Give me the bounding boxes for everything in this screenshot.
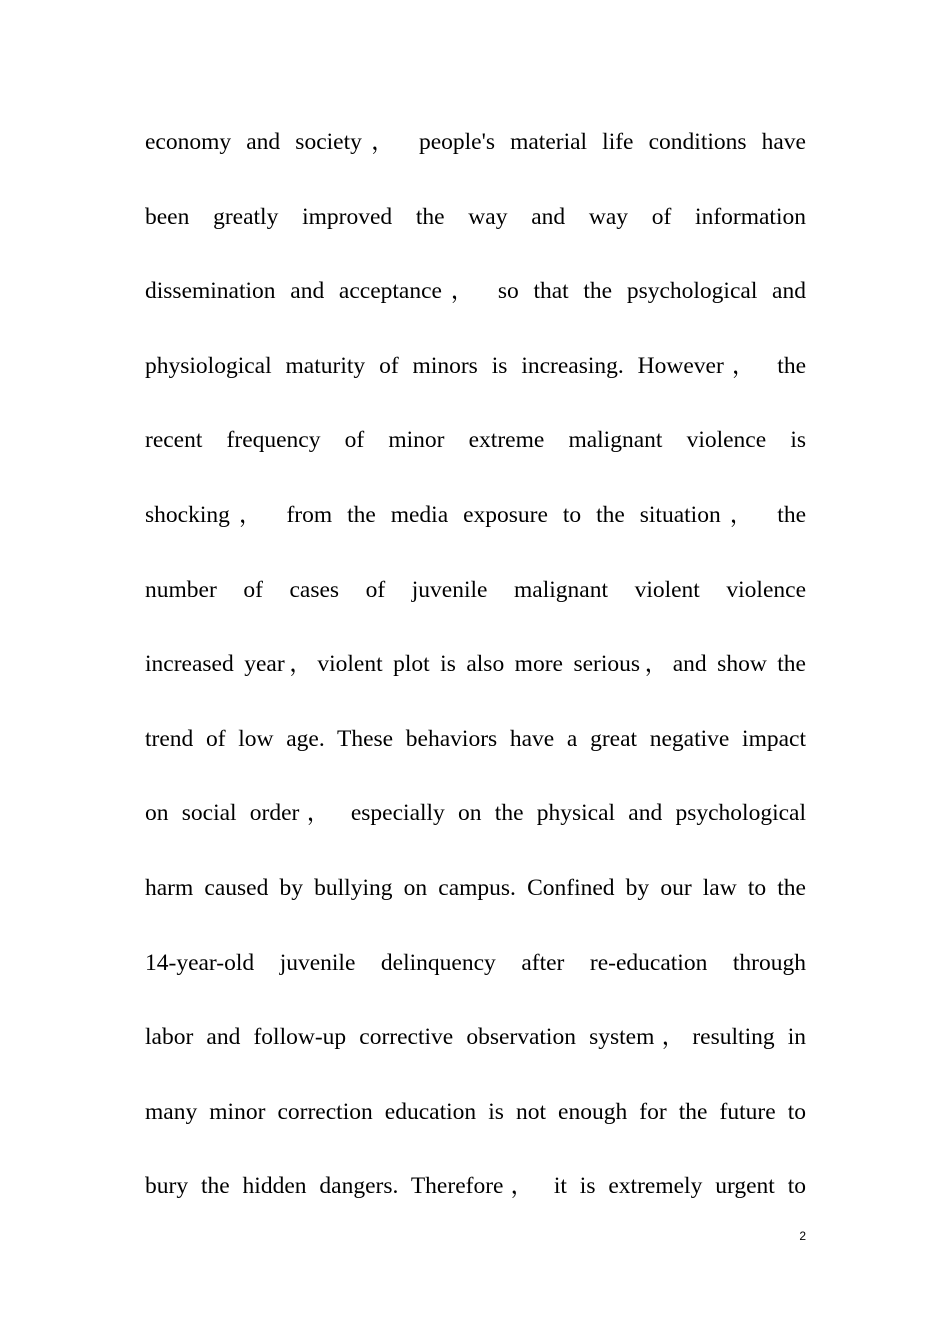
paragraph-line: physiological maturity of minors is increasing. However， the [145, 352, 806, 379]
paragraph-line: many minor correction education is not enough for the future to [145, 1098, 806, 1125]
paragraph-line: harm caused by bullying on campus. Confined by our law to the [145, 874, 806, 901]
paragraph-line: bury the hidden dangers. Therefore， it is extremely urgent to [145, 1173, 806, 1200]
page-number: 2 [799, 1229, 806, 1243]
paragraph-line: shocking， from the media exposure to the situation， the [145, 501, 806, 528]
paragraph-line: increased year，violent plot is also more serious，and show the [145, 651, 806, 678]
paragraph-line: been greatly improved the way and way of information [145, 203, 806, 230]
paragraph-line: number of cases of juvenile malignant violent violence [145, 576, 806, 603]
paragraph-line: economy and society， people's material life conditions have [145, 129, 806, 155]
paragraph-line: labor and follow-up corrective observation system，resulting in [145, 1024, 806, 1051]
paragraph-line: on social order， especially on the physical and psychological [145, 800, 806, 827]
body-paragraph [145, 105, 806, 1224]
paragraph-line: recent frequency of minor extreme malignant violence is [145, 427, 806, 454]
paragraph-line: dissemination and acceptance， so that the psychological and [145, 278, 806, 305]
paragraph-line: 14-year-old juvenile delinquency after re-education through [145, 949, 806, 976]
paragraph-line: trend of low age. These behaviors have a great negative impact [145, 725, 806, 752]
